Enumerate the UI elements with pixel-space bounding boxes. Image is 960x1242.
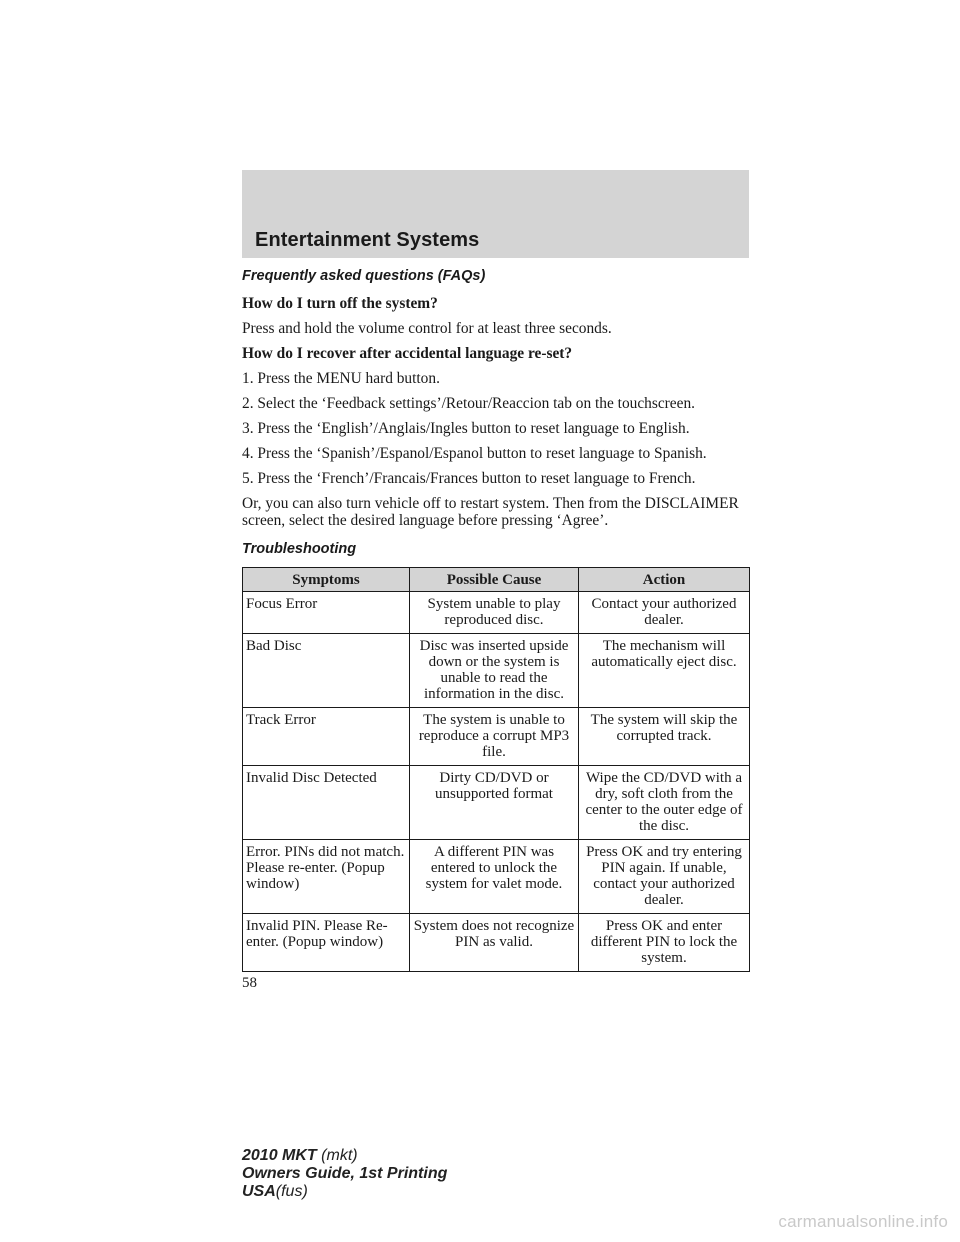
faq-step-3: 3. Press the ‘English’/Anglais/Ingles button to reset language to English. [242, 420, 690, 437]
troubleshooting-heading: Troubleshooting [242, 541, 357, 557]
column-header-symptoms: Symptoms [243, 568, 410, 592]
cause-cell: Dirty CD/DVD or unsupported format [410, 766, 579, 840]
print-footer [242, 1147, 447, 1201]
cause-cell: System does not recognize PIN as valid. [410, 914, 579, 972]
troubleshooting-table [242, 567, 750, 972]
table-row [243, 634, 750, 708]
symptom-cell: Bad Disc [243, 634, 410, 708]
faq-question-2: How do I recover after accidental language re-set? [242, 345, 573, 362]
action-cell: Contact your authorized dealer. [579, 592, 750, 634]
footer-market: USA [242, 1183, 276, 1200]
table-row [243, 708, 750, 766]
action-cell: Press OK and enter different PIN to lock the system. [579, 914, 750, 972]
action-cell: The system will skip the corrupted track. [579, 708, 750, 766]
action-cell: Wipe the CD/DVD with a dry, soft cloth from the center to the outer edge of the disc. [579, 766, 750, 840]
column-header-possible-cause: Possible Cause [410, 568, 579, 592]
table-header-row [243, 568, 750, 592]
symptom-cell: Track Error [243, 708, 410, 766]
symptom-cell: Invalid PIN. Please Re-enter. (Popup window) [243, 914, 410, 972]
footer-model-code: (mkt) [321, 1147, 358, 1164]
action-cell: The mechanism will automatically eject disc. [579, 634, 750, 708]
table-row [243, 840, 750, 914]
faq-step-2: 2. Select the ‘Feedback settings’/Retour/Reaccion tab on the touchscreen. [242, 395, 696, 412]
footer-model: 2010 MKT [242, 1147, 317, 1164]
cause-cell: A different PIN was entered to unlock the system for valet mode. [410, 840, 579, 914]
page-number: 58 [242, 975, 257, 991]
faq-closing-paragraph: Or, you can also turn vehicle off to restart system. Then from the DISCLAIMER screen, select the desired language before pressing ‘Agree’. [242, 495, 739, 529]
footer-line-3 [242, 1183, 447, 1201]
cause-cell: The system is unable to reproduce a corrupt MP3 file. [410, 708, 579, 766]
faq-heading: Frequently asked questions (FAQs) [242, 268, 486, 284]
page-content [242, 268, 752, 972]
table-row [243, 914, 750, 972]
action-cell: Press OK and try entering PIN again. If unable, contact your authorized dealer. [579, 840, 750, 914]
faq-question-1: How do I turn off the system? [242, 295, 438, 312]
table-row [243, 766, 750, 840]
symptom-cell: Invalid Disc Detected [243, 766, 410, 840]
faq-answer-1: Press and hold the volume control for at least three seconds. [242, 320, 612, 337]
faq-step-1: 1. Press the MENU hard button. [242, 370, 440, 387]
section-title: Entertainment Systems [255, 229, 480, 251]
faq-step-5: 5. Press the ‘French’/Francais/Frances button to reset language to French. [242, 470, 696, 487]
symptom-cell: Focus Error [243, 592, 410, 634]
table-row [243, 592, 750, 634]
symptom-cell: Error. PINs did not match. Please re-enter. (Popup window) [243, 840, 410, 914]
site-watermark: carmanualsonline.info [778, 1212, 948, 1231]
footer-line-2: Owners Guide, 1st Printing [242, 1165, 448, 1182]
cause-cell: System unable to play reproduced disc. [410, 592, 579, 634]
footer-market-code: (fus) [275, 1183, 308, 1200]
column-header-action: Action [579, 568, 750, 592]
faq-step-4: 4. Press the ‘Spanish’/Espanol/Espanol button to reset language to Spanish. [242, 445, 707, 462]
cause-cell: Disc was inserted upside down or the system is unable to read the information in the disc. [410, 634, 579, 708]
footer-line-1 [242, 1147, 447, 1165]
section-header-bar [242, 170, 749, 258]
